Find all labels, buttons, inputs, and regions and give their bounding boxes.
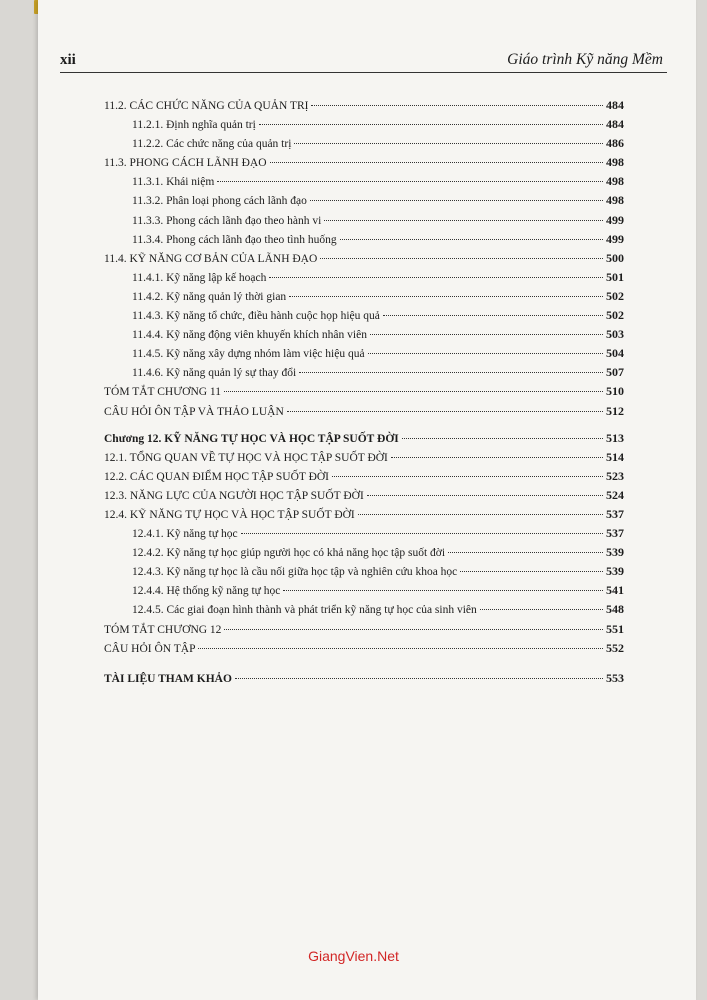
toc-entry-page: 512 [606,403,624,418]
toc-entry-page: 541 [606,583,624,598]
toc-entry[interactable] [104,671,624,690]
toc-entry-title: 11.4.3. Kỹ năng tổ chức, điều hành cuộc họp hiệu quả [132,310,380,323]
toc-entry-title: 11.3.2. Phân loại phong cách lãnh đạo [132,195,307,208]
toc-entry[interactable] [104,213,624,232]
toc-entry-page: 513 [606,430,624,445]
dot-leader [367,494,603,496]
dot-leader [402,437,603,439]
toc-entry-title: 12.4.2. Kỹ năng tự học giúp người học có khả năng học tập suốt đời [132,547,446,560]
toc-entry-page: 514 [606,449,624,464]
dot-leader [283,589,603,591]
toc-entry[interactable] [104,327,624,346]
toc-entry-page: 484 [606,98,624,112]
page-number: xii [60,52,76,68]
toc-entry-title: 12.1. TỔNG QUAN VỀ TỰ HỌC VÀ HỌC TẬP SUỐT ĐỜI [104,451,388,464]
toc-entry-title: 11.3.3. Phong cách lãnh đạo theo hành vi [132,214,322,227]
toc-entry-page: 498 [606,174,624,189]
toc-entry[interactable] [104,384,624,403]
toc-entry-page: 537 [606,506,624,521]
dot-leader [391,456,603,458]
toc-entry-title: 11.4.1. Kỹ năng lập kế hoạch [132,271,267,284]
toc-entry-title: 12.2. CÁC QUAN ĐIỂM HỌC TẬP SUỐT ĐỜI [104,470,330,483]
toc-entry-page: 500 [606,250,624,265]
toc-entry[interactable] [104,289,624,308]
toc-entry[interactable] [104,622,624,641]
dot-leader [320,257,603,259]
toc-entry-page: 498 [606,155,624,170]
toc-entry-page: 551 [606,621,624,636]
toc-entry[interactable] [104,308,624,327]
toc-entry-page: 537 [606,526,624,541]
toc-entry-title: 11.4.4. Kỹ năng động viên khuyến khích nhân viên [132,329,367,342]
dot-leader [383,314,603,316]
dot-leader [287,410,603,412]
toc-spacer [104,423,624,431]
toc-entry-title: 11.4. KỸ NĂNG CƠ BẢN CỦA LÃNH ĐẠO [104,252,318,265]
dot-leader [448,551,603,553]
toc-entry[interactable] [104,507,624,526]
toc-entry-title: 12.4. KỸ NĂNG TỰ HỌC VÀ HỌC TẬP SUỐT ĐỜI [104,508,355,521]
toc-entry-title: 11.3. PHONG CÁCH LÃNH ĐẠO [104,157,267,170]
toc-entry-title: 12.4.4. Hệ thống kỹ năng tự học [132,585,281,598]
toc-entry[interactable] [104,98,624,117]
toc-entry[interactable] [104,251,624,270]
toc-entry-page: 502 [606,288,624,303]
toc-entry-title: TÓM TẮT CHƯƠNG 12 [104,623,222,636]
toc-entry-title: 11.3.1. Khái niệm [132,176,215,189]
toc-entry-page: 503 [606,327,624,342]
dot-leader [324,219,603,221]
toc-entry-page: 484 [606,117,624,132]
dot-leader [259,123,603,125]
dot-leader [480,608,603,610]
dot-leader [224,390,603,392]
toc-entry[interactable] [104,270,624,289]
toc-entry[interactable] [104,450,624,469]
dot-leader [368,352,603,354]
page-header [60,49,667,73]
toc-entry-page: 523 [606,468,624,483]
toc-entry-page: 486 [606,136,624,151]
toc-entry-page: 539 [606,545,624,560]
dot-leader [310,199,603,201]
toc-entry[interactable] [104,602,624,621]
toc-entry[interactable] [104,404,624,423]
toc-entry-title: CÂU HỎI ÔN TẬP VÀ THẢO LUẬN [104,405,284,418]
toc-entry-title: 11.4.6. Kỹ năng quản lý sự thay đổi [132,367,297,380]
toc-entry[interactable] [104,488,624,507]
toc-entry[interactable] [104,583,624,602]
toc-entry-title: 12.4.1. Kỹ năng tự học [132,528,238,541]
dot-leader [241,532,603,534]
dot-leader [340,238,603,240]
toc-entry[interactable] [104,155,624,174]
toc-entry-page: 504 [606,346,624,361]
toc-entry-title: 11.2.1. Định nghĩa quản trị [132,119,256,132]
toc-entry-page: 507 [606,365,624,380]
watermark: GiangVien.Net [308,948,399,964]
toc-entry-title: TÓM TẮT CHƯƠNG 11 [104,386,222,399]
dot-leader [235,677,603,679]
toc-spacer [104,660,624,671]
toc-entry[interactable] [104,641,624,660]
toc-entry-title: Chương 12. KỸ NĂNG TỰ HỌC VÀ HỌC TẬP SUỐT ĐỜI [104,432,399,445]
dot-leader [332,475,603,477]
toc-entry-page: 499 [606,231,624,246]
toc-entry-title: 11.3.4. Phong cách lãnh đạo theo tình huống [132,233,337,246]
dot-leader [299,371,603,373]
dot-leader [269,276,603,278]
toc-entry-page: 553 [606,670,624,685]
table-of-contents [104,98,624,690]
toc-entry-page: 501 [606,269,624,284]
book-title: Giáo trình Kỹ năng Mềm [507,51,663,68]
dot-leader [370,333,603,335]
toc-entry[interactable] [104,431,624,450]
toc-entry-title: 12.3. NĂNG LỰC CỦA NGƯỜI HỌC TẬP SUỐT ĐỜI [104,489,364,502]
toc-entry-page: 502 [606,308,624,323]
toc-entry-page: 499 [606,212,624,227]
toc-entry[interactable] [104,136,624,155]
toc-entry-title: CÂU HỎI ÔN TẬP [104,642,196,655]
toc-entry-page: 539 [606,564,624,579]
dot-leader [270,161,604,163]
dot-leader [460,570,603,572]
toc-entry[interactable] [104,545,624,564]
toc-entry-title: 11.4.5. Kỹ năng xây dựng nhóm làm việc hiệu quả [132,348,365,361]
toc-entry-title: 11.2. CÁC CHỨC NĂNG CỦA QUẢN TRỊ [104,100,309,112]
toc-entry[interactable] [104,232,624,251]
toc-entry-title: 11.4.2. Kỹ năng quản lý thời gian [132,290,287,303]
toc-entry-title: 12.4.3. Kỹ năng tự học là cầu nối giữa học tập và nghiên cứu khoa học [132,566,458,579]
dot-leader [217,180,603,182]
toc-entry-page: 524 [606,487,624,502]
header-rule [60,72,667,73]
toc-entry[interactable] [104,469,624,488]
toc-entry[interactable] [104,346,624,365]
toc-entry[interactable] [104,564,624,583]
toc-entry-title: 11.2.2. Các chức năng của quản trị [132,138,292,151]
dot-leader [358,513,603,515]
dot-leader [198,647,603,649]
dot-leader [294,142,603,144]
toc-entry[interactable] [104,526,624,545]
toc-entry[interactable] [104,174,624,193]
dot-leader [224,628,603,630]
toc-entry-page: 548 [606,602,624,617]
toc-entry-page: 510 [606,384,624,399]
toc-entry[interactable] [104,117,624,136]
toc-entry-title: 12.4.5. Các giai đoạn hình thành và phát triển kỹ năng tự học của sinh viên [132,604,477,617]
dot-leader [311,104,603,106]
toc-entry-title: TÀI LIỆU THAM KHẢO [104,672,232,685]
toc-entry[interactable] [104,193,624,212]
toc-entry[interactable] [104,365,624,384]
dot-leader [289,295,603,297]
toc-entry-page: 552 [606,640,624,655]
toc-entry-page: 498 [606,193,624,208]
